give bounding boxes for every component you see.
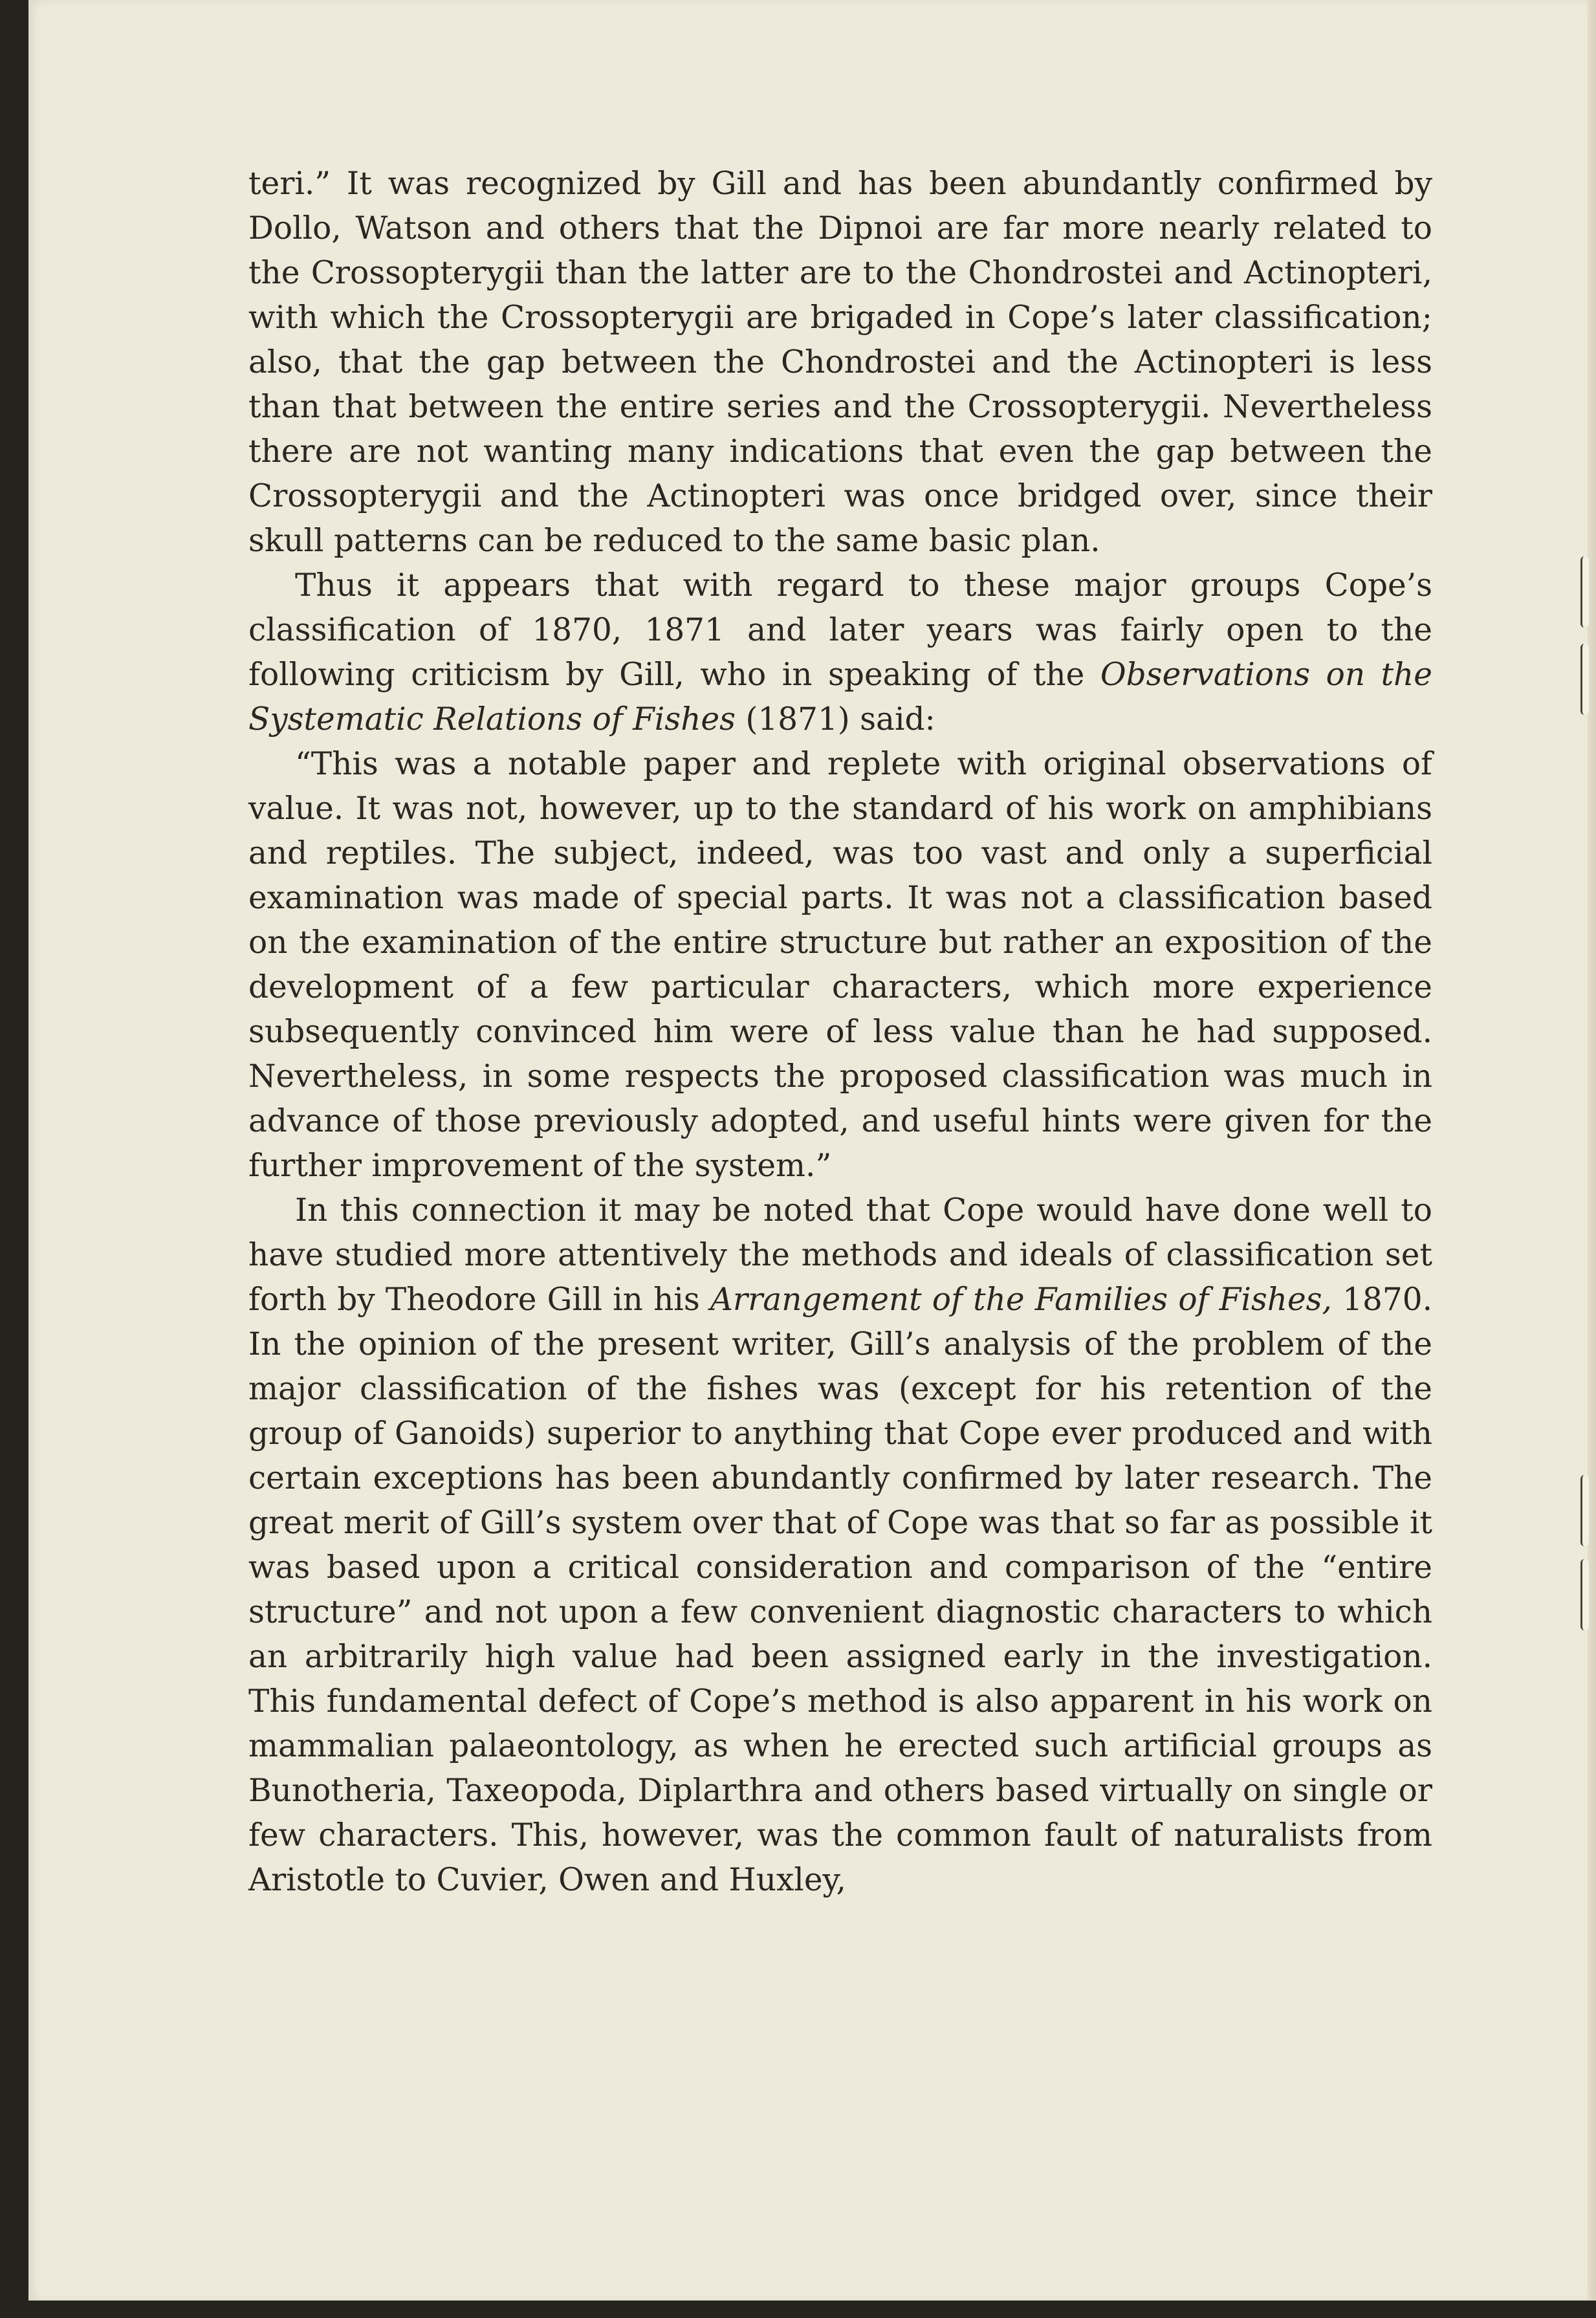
paragraph-4-text-a: In this connection it may be noted that Cope would have done well to have studied more attentively the methods and ideals of classification set forth by Theodore Gill in his — [248, 1192, 1432, 1318]
paragraph-1 — [248, 162, 1432, 563]
paragraph-2-text-a: Thus it appears that with regard to these major groups Cope’s classification of 1870, 1871 and later years was fairly open to the following criticism by Gill, who in speaking of the — [248, 567, 1432, 693]
quote-text: “This was a notable paper and replete with original observations of value. It was not, however, up to the standard of his work on amphibians and reptiles. The subject, indeed, was too vast and only a superficial examination was made of special parts. It was not a classification based on the examination of the entire structure but rather an exposition of the development of a few particular characters, which more experience subsequently convinced him were of less value than he had supposed. Nevertheless, in some respects the proposed classification was much in advance of those previously adopted, and useful hints were given for the further improvement of the system.” — [248, 746, 1432, 1184]
italic-title-arrangement: Arrangement of the Families of Fishes, — [710, 1282, 1332, 1318]
paragraph-1-text: teri.” It was recognized by Gill and has been abundantly confirmed by Dollo, Watson and others that the Dipnoi are far more nearly related to the Crossopterygii than the latter are to the Chondrostei and Actinopteri, with which the Crossopterygii are brigaded in Cope’s later classification; also, that the gap between the Chondrostei and the Actinopteri is less than that between the entire series and the Crossopterygii. Nevertheless there are not wanting many indications that even the gap between the Crossopterygii and the Actinopteri was once bridged over, since their skull patterns can be reduced to the same basic plan. — [248, 166, 1432, 559]
body-text — [248, 162, 1432, 1903]
italic-title-observations: Observations on the Systematic Relations of Fishes — [248, 657, 1432, 738]
block-quote-gill — [248, 742, 1432, 1188]
binding-mark-1 — [1580, 556, 1589, 628]
binding-mark-4 — [1580, 1559, 1589, 1630]
page-edge — [1587, 0, 1596, 2301]
paragraph-4 — [248, 1188, 1432, 1903]
paragraph-2 — [248, 563, 1432, 742]
paragraph-2-text-b: (1871) said: — [736, 701, 935, 738]
binding-mark-3 — [1580, 1475, 1589, 1546]
paragraph-4-text-b: 1870. In the opinion of the present writer, Gill’s analysis of the problem of the major classification of the fishes was (except for his retention of the group of Ganoids) superior to anything that Cope ever produced and with certain exceptions has been abundantly confirmed by later research. The great merit of Gill’s system over that of Cope was that so far as possible it was based upon a critical consideration and comparison of the “entire structure” and not upon a few convenient diagnostic characters to which an arbitrarily high value had been assigned early in the investigation. This fundamental defect of Cope’s method is also apparent in his work on mammalian palaeontology, as when he erected such artificial groups as Bunotheria, Taxeopoda, Diplarthra and others based virtually on single or few characters. This, however, was the common fault of naturalists from Aristotle to Cuvier, Owen and Huxley, — [248, 1282, 1432, 1898]
book-page — [28, 0, 1596, 2301]
binding-mark-2 — [1580, 644, 1589, 715]
